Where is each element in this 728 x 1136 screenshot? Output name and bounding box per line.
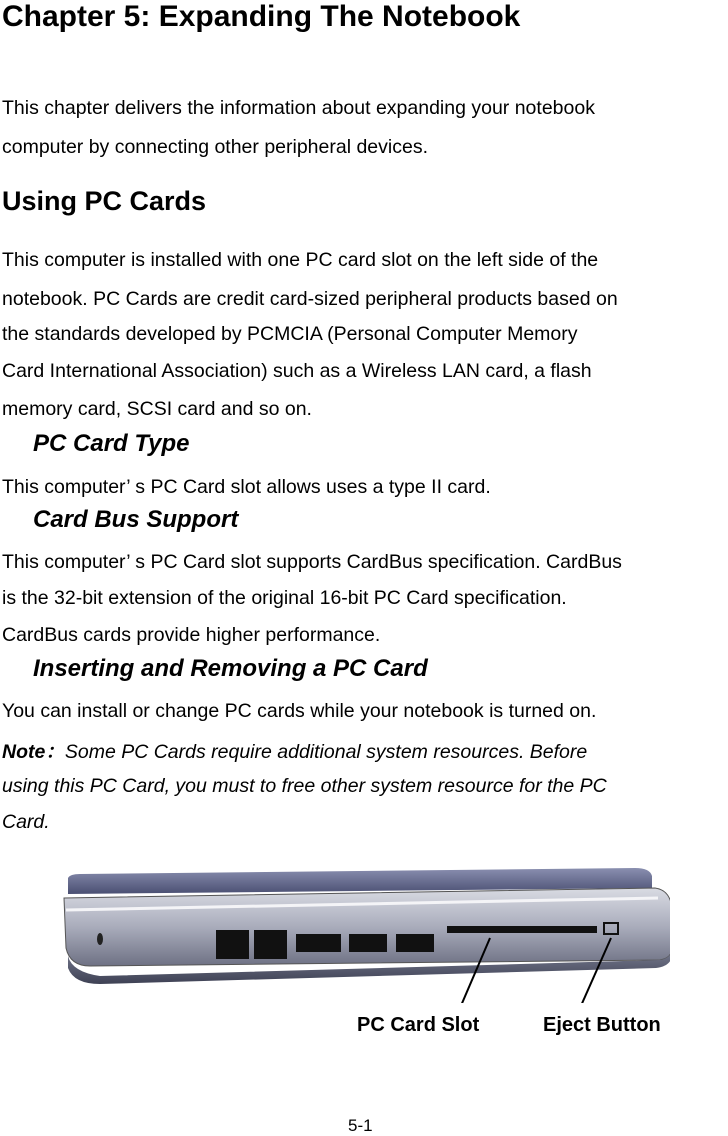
note-line-2: using this PC Card, you must to free other system resource for the PC	[2, 775, 607, 797]
pc-card-type-body: This computer’ s PC Card slot allows uses a type II card.	[2, 476, 491, 498]
subsection-title-inserting: Inserting and Removing a PC Card	[33, 655, 428, 682]
port	[216, 930, 249, 959]
section-line-4: Card International Association) such as a Wireless LAN card, a flash	[2, 360, 592, 382]
card-bus-line-1: This computer’ s PC Card slot supports CardBus specification. CardBus	[2, 551, 622, 573]
intro-line-2: computer by connecting other peripheral devices.	[2, 136, 428, 158]
page-number: 5-1	[348, 1116, 373, 1135]
intro-line-1: This chapter delivers the information about expanding your notebook	[2, 97, 595, 119]
subsection-title-pc-card-type: PC Card Type	[33, 430, 190, 457]
chapter-title: Chapter 5: Expanding The Notebook	[2, 0, 521, 33]
notebook-side-view-illustration	[60, 848, 670, 1003]
section-line-2: notebook. PC Cards are credit card-sized peripheral products based on	[2, 288, 618, 310]
card-bus-line-3: CardBus cards provide higher performance.	[2, 624, 381, 646]
section-line-3: the standards developed by PCMCIA (Personal Computer Memory	[2, 323, 578, 345]
subsection-title-card-bus: Card Bus Support	[33, 506, 239, 533]
port	[296, 934, 341, 952]
section-title: Using PC Cards	[2, 186, 207, 216]
section-line-1: This computer is installed with one PC card slot on the left side of the	[2, 249, 599, 271]
note-text-1: Some PC Cards require additional system resources. Before	[64, 741, 588, 763]
pc-card-slot	[447, 926, 597, 933]
note-line-1	[2, 736, 587, 764]
port	[349, 934, 387, 952]
port	[396, 934, 434, 952]
note-line-3: Card.	[2, 811, 50, 833]
port	[254, 930, 287, 959]
lock-slot-icon	[97, 933, 103, 945]
card-bus-line-2: is the 32-bit extension of the original 16-bit PC Card specification.	[2, 587, 567, 609]
section-line-5: memory card, SCSI card and so on.	[2, 398, 312, 420]
inserting-body: You can install or change PC cards while your notebook is turned on.	[2, 700, 597, 722]
figure-label-eject-button: Eject Button	[543, 1014, 661, 1036]
figure-label-pc-card-slot: PC Card Slot	[357, 1014, 480, 1036]
note-label: Note：	[2, 741, 65, 763]
